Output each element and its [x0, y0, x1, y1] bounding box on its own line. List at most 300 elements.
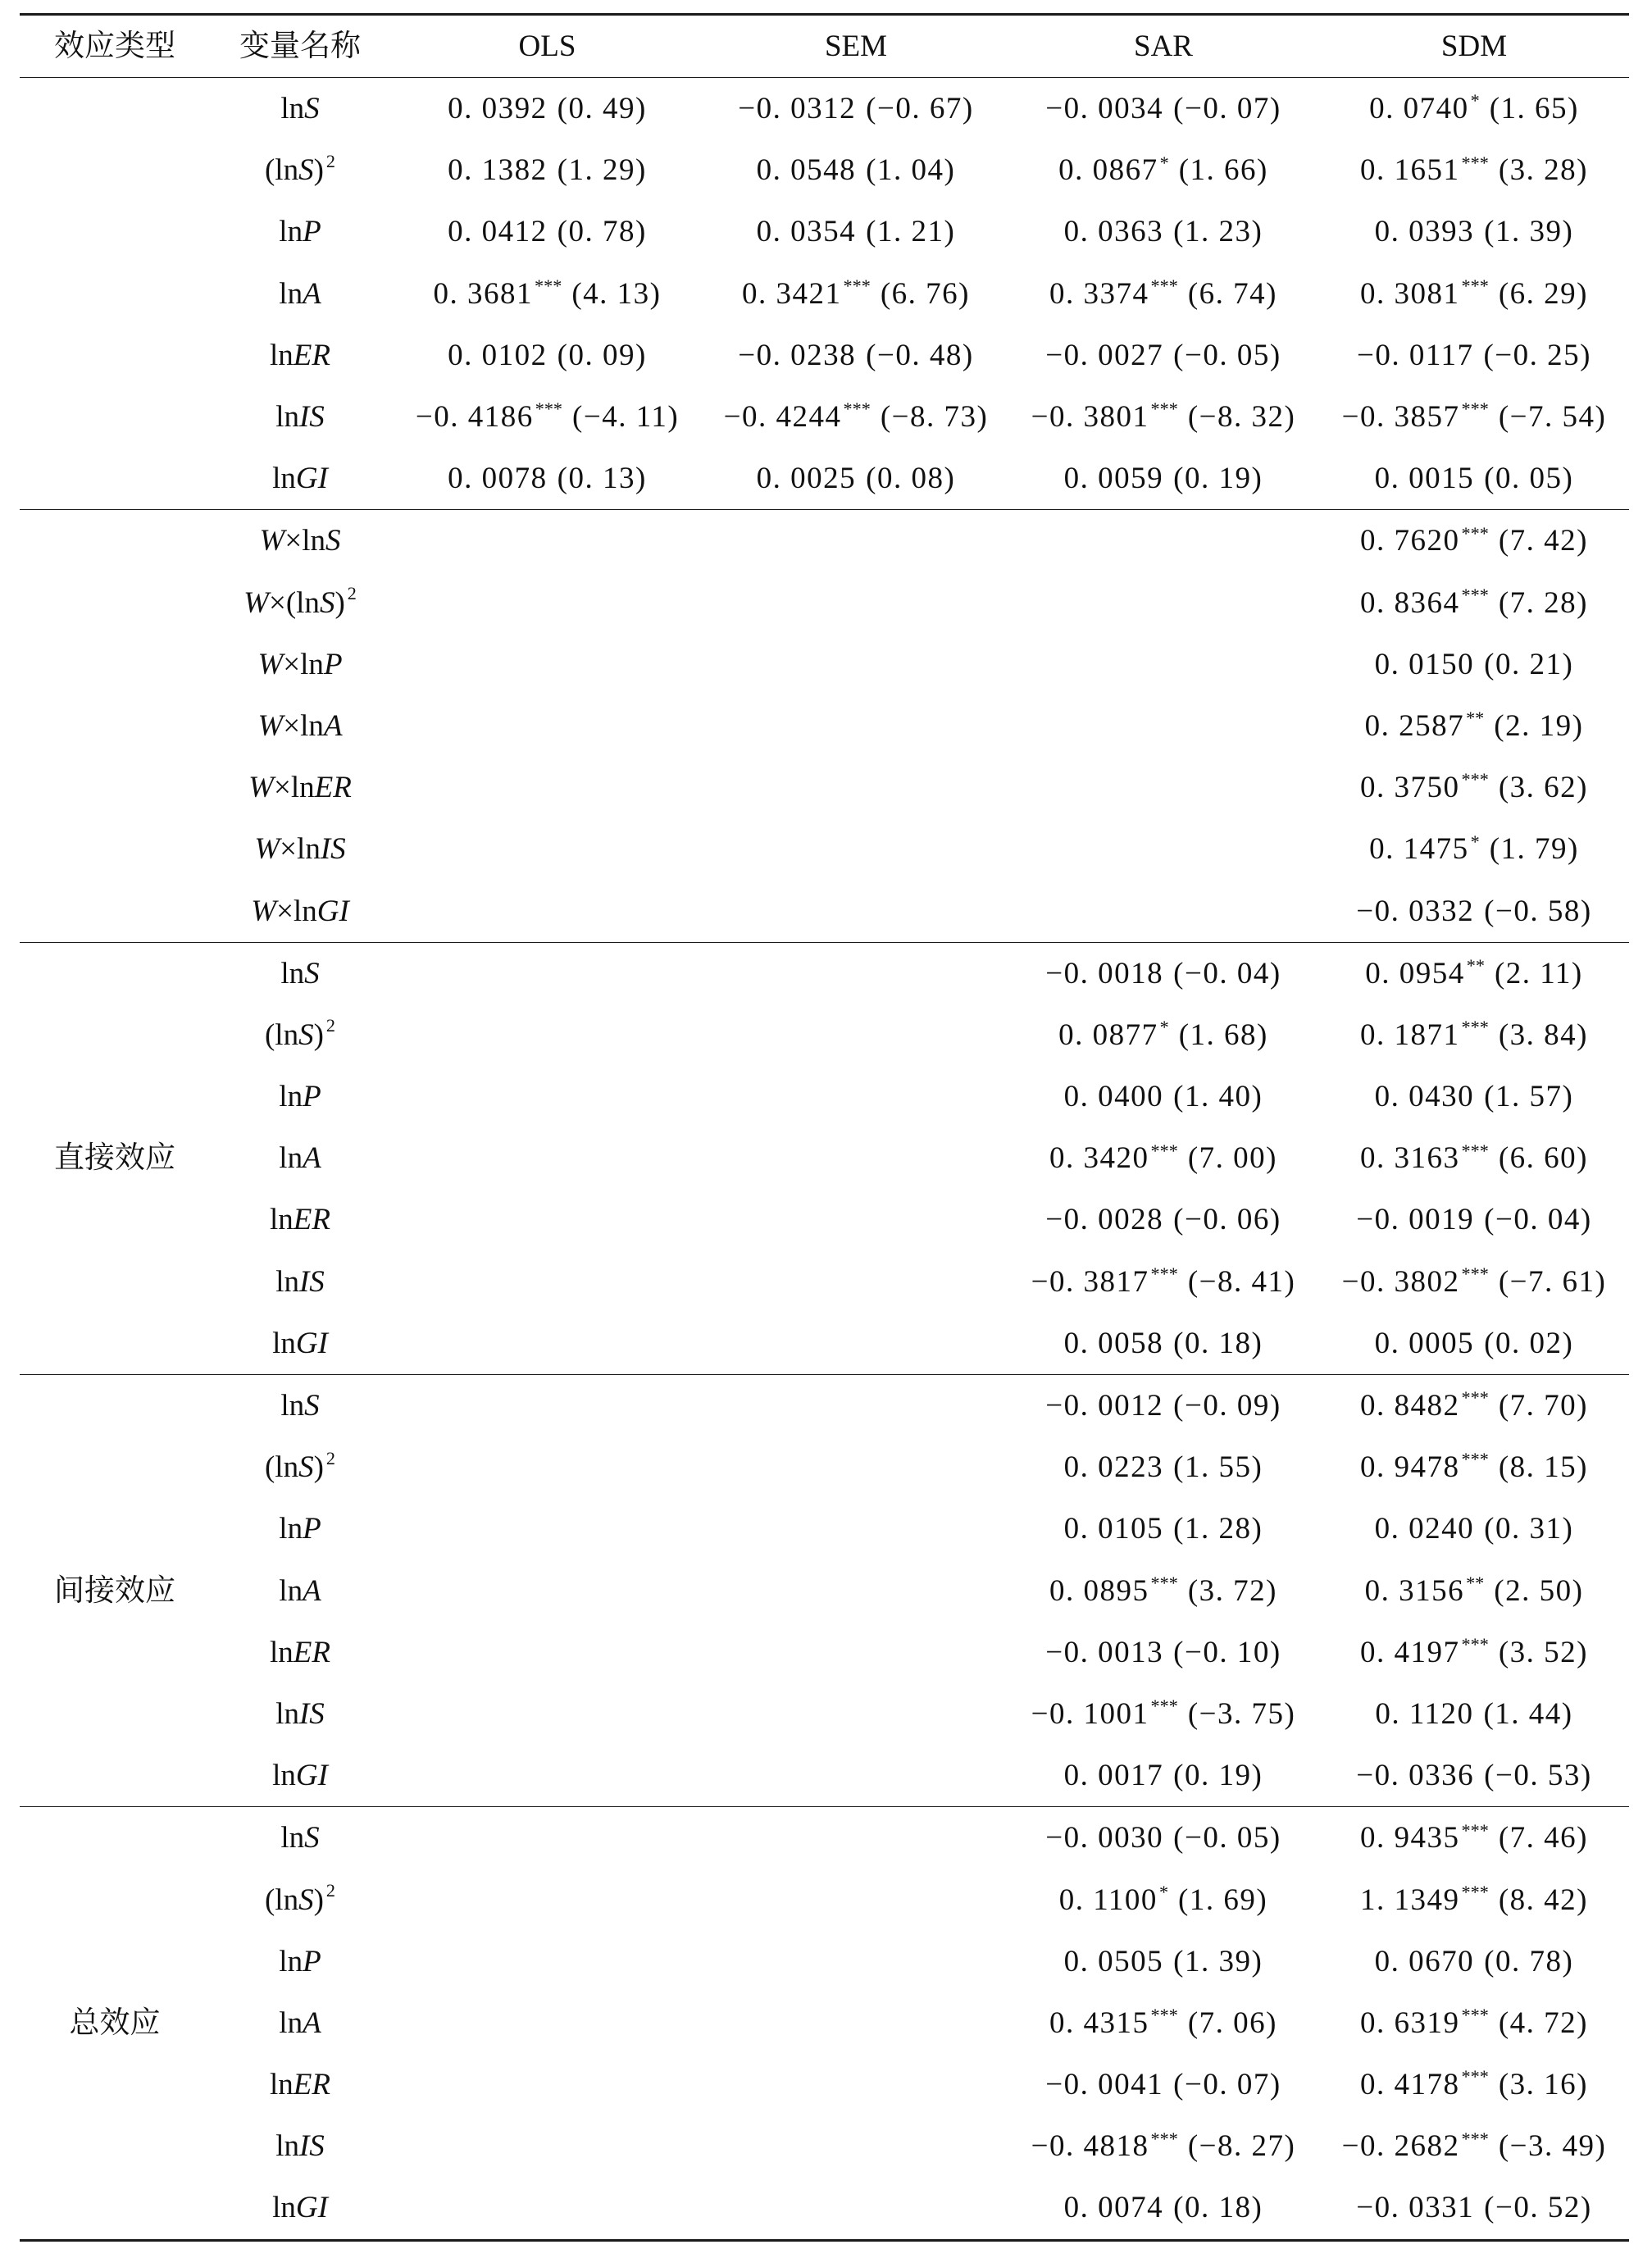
coef-cell-sar	[1008, 880, 1319, 942]
coef-cell-sdm	[1319, 1374, 1629, 1436]
t-statistic: (0. 05)	[1484, 462, 1574, 496]
coefficient-value: 0. 0015	[1374, 462, 1475, 496]
t-statistic: (1. 44)	[1483, 1696, 1573, 1731]
coef-cell-sar	[1008, 386, 1319, 448]
coefficient-value: 0. 0017	[1063, 1759, 1164, 1793]
coef-cell-sem	[704, 757, 1008, 818]
variable-name-cell	[210, 1498, 390, 1559]
significance-stars: ***	[1461, 2066, 1489, 2087]
coef-cell-sem	[704, 325, 1008, 386]
coef-cell-ols	[390, 1745, 704, 1807]
t-statistic: (−0. 05)	[1173, 338, 1281, 372]
variable-label-part: S	[319, 585, 335, 620]
t-statistic: (−0. 67)	[866, 92, 974, 126]
coefficient-value: 0. 3163	[1360, 1141, 1460, 1176]
coef-cell-sem	[704, 201, 1008, 262]
coef-cell-sdm	[1319, 1683, 1629, 1745]
coef-cell-sdm	[1319, 1931, 1629, 1992]
variable-label-part: ln	[280, 92, 305, 126]
variable-label-part: )	[313, 1018, 324, 1052]
t-statistic: (1. 04)	[866, 153, 956, 188]
coef-cell-ols	[390, 263, 704, 325]
significance-stars: **	[1466, 954, 1485, 976]
t-statistic: (−7. 61)	[1498, 1264, 1607, 1299]
variable-label-part: A	[303, 1573, 321, 1608]
t-statistic: (−8. 73)	[880, 400, 989, 435]
coef-cell-ols	[390, 1931, 704, 1992]
table-row	[20, 634, 1629, 695]
variable-name-cell	[210, 78, 390, 140]
coef-cell-sem	[704, 1498, 1008, 1559]
t-statistic: (1. 28)	[1173, 1512, 1263, 1546]
coef-cell-sdm	[1319, 757, 1629, 818]
table-row	[20, 1374, 1629, 1436]
coef-cell-ols	[390, 1127, 704, 1189]
coef-cell-sar	[1008, 1807, 1319, 1869]
variable-name-cell	[210, 1313, 390, 1375]
coef-cell-ols	[390, 634, 704, 695]
variable-name-cell	[210, 634, 390, 695]
variable-name-cell	[210, 1807, 390, 1869]
coef-cell-sdm	[1319, 572, 1629, 634]
coefficient-value: −0. 4186	[415, 400, 534, 435]
t-statistic: (0. 02)	[1484, 1326, 1574, 1360]
coef-cell-sar	[1008, 1127, 1319, 1189]
variable-label-part: S	[298, 153, 314, 188]
coef-cell-sdm	[1319, 448, 1629, 510]
variable-name-cell	[210, 572, 390, 634]
coef-cell-sem	[704, 1004, 1008, 1066]
table-row	[20, 1622, 1629, 1683]
t-statistic: (1. 57)	[1484, 1080, 1574, 1114]
variable-label-part: ln	[279, 1573, 303, 1608]
coefficient-value: −0. 3817	[1031, 1264, 1149, 1299]
coefficient-value: −0. 4244	[723, 400, 842, 435]
coef-cell-sar	[1008, 2177, 1319, 2238]
table-header	[20, 16, 1629, 78]
t-statistic: (1. 69)	[1178, 1883, 1268, 1917]
coef-cell-ols	[390, 818, 704, 880]
coefficient-value: −0. 0117	[1356, 338, 1474, 372]
variable-label-part: )	[313, 153, 324, 188]
coefficient-value: −0. 3802	[1341, 1264, 1460, 1299]
coef-cell-sar	[1008, 1251, 1319, 1313]
variable-name-cell	[210, 2054, 390, 2115]
coef-cell-sar	[1008, 1436, 1319, 1498]
coef-cell-sar	[1008, 1066, 1319, 1127]
coef-cell-sem	[704, 1374, 1008, 1436]
t-statistic: (0. 18)	[1173, 1326, 1263, 1360]
t-statistic: (0. 78)	[1484, 1944, 1574, 1978]
t-statistic: (0. 09)	[557, 338, 647, 372]
header-ols: OLS	[390, 16, 704, 78]
header-sar: SAR	[1008, 16, 1319, 78]
coefficient-value: −0. 0041	[1045, 2068, 1164, 2102]
variable-label-part: S	[304, 1389, 320, 1423]
coef-cell-sdm	[1319, 2054, 1629, 2115]
coef-cell-sdm	[1319, 818, 1629, 880]
coef-cell-sem	[704, 1251, 1008, 1313]
t-statistic: (−0. 09)	[1173, 1389, 1281, 1423]
table-row	[20, 2115, 1629, 2177]
coefficient-value: 0. 9478	[1360, 1450, 1460, 1485]
coef-cell-sar	[1008, 1622, 1319, 1683]
variable-label-part: GI	[295, 462, 328, 496]
coefficient-value: 0. 3681	[433, 276, 534, 311]
significance-stars: ***	[1150, 398, 1178, 420]
significance-stars: ***	[1461, 769, 1489, 790]
coef-cell-sem	[704, 510, 1008, 572]
coefficient-value: −0. 0030	[1045, 1821, 1164, 1855]
significance-stars: ***	[1150, 1140, 1178, 1161]
coefficient-value: 0. 4178	[1360, 2068, 1460, 2102]
variable-label-part: (ln	[264, 1883, 299, 1917]
t-statistic: (−0. 04)	[1173, 956, 1281, 990]
coefficient-value: 0. 9435	[1360, 1821, 1460, 1855]
coefficient-value: 0. 3156	[1364, 1573, 1465, 1608]
table-row	[20, 448, 1629, 510]
variable-label-part: S	[298, 1883, 314, 1917]
t-statistic: (3. 16)	[1498, 2068, 1588, 2102]
coef-cell-sdm	[1319, 201, 1629, 262]
variable-name-cell	[210, 1560, 390, 1622]
effect-type-cell: 间接效应	[20, 1374, 210, 1806]
coef-cell-ols	[390, 1251, 704, 1313]
coef-cell-sem	[704, 1622, 1008, 1683]
coef-cell-ols	[390, 1869, 704, 1930]
variable-label-part: (ln	[264, 153, 299, 188]
effect-type-cell: 直接效应	[20, 942, 210, 1374]
significance-stars: ***	[843, 275, 871, 296]
variable-label-part: ×ln	[276, 894, 317, 928]
t-statistic: (−0. 25)	[1483, 338, 1591, 372]
coefficient-value: 0. 8364	[1360, 585, 1460, 620]
coefficient-value: 0. 0005	[1374, 1326, 1475, 1360]
coef-cell-sem	[704, 1683, 1008, 1745]
coef-cell-ols	[390, 1683, 704, 1745]
variable-label-part: ln	[275, 2129, 299, 2164]
table-row	[20, 1189, 1629, 1250]
coef-cell-sem	[704, 942, 1008, 1004]
table-row	[20, 757, 1629, 818]
t-statistic: (0. 13)	[557, 462, 647, 496]
coef-cell-sar	[1008, 572, 1319, 634]
t-statistic: (7. 70)	[1498, 1389, 1588, 1423]
variable-label-part: ×ln	[283, 708, 324, 743]
coef-cell-sdm	[1319, 78, 1629, 140]
coefficient-value: 0. 0102	[448, 338, 548, 372]
coef-cell-ols	[390, 1436, 704, 1498]
coef-cell-sdm	[1319, 1251, 1629, 1313]
variable-label-part: W	[257, 708, 284, 743]
variable-name-cell	[210, 942, 390, 1004]
variable-label-part: S	[304, 956, 320, 990]
variable-label-part: S	[325, 524, 341, 558]
coefficient-value: 0. 0548	[756, 153, 857, 188]
coefficient-value: 0. 3374	[1049, 276, 1149, 311]
variable-label-part: ln	[272, 462, 296, 496]
coefficient-value: 0. 0392	[448, 92, 548, 126]
effect-type-cell: 总效应	[20, 1807, 210, 2239]
t-statistic: (6. 60)	[1498, 1141, 1588, 1176]
t-statistic: (−0. 05)	[1173, 1821, 1281, 1855]
coef-cell-sar	[1008, 1683, 1319, 1745]
variable-name-cell	[210, 263, 390, 325]
variable-label-part: ln	[279, 1141, 303, 1176]
variable-label-part: ln	[270, 338, 294, 372]
t-statistic: (−3. 49)	[1498, 2129, 1607, 2164]
coef-cell-sar	[1008, 325, 1319, 386]
coef-cell-sdm	[1319, 880, 1629, 942]
variable-label-part: )	[313, 1450, 324, 1485]
coefficient-value: 0. 1651	[1360, 153, 1460, 188]
coefficient-value: 0. 1871	[1360, 1018, 1460, 1052]
variable-name-cell	[210, 510, 390, 572]
coef-cell-sem	[704, 1189, 1008, 1250]
t-statistic: (−0. 52)	[1484, 2191, 1592, 2225]
t-statistic: (1. 66)	[1178, 153, 1268, 188]
coefficient-value: 0. 3750	[1360, 771, 1460, 805]
coef-cell-ols	[390, 1498, 704, 1559]
coefficient-value: 0. 0223	[1063, 1450, 1164, 1485]
t-statistic: (1. 39)	[1173, 1944, 1263, 1978]
variable-label-part: (ln	[264, 1018, 299, 1052]
significance-stars: ***	[1150, 2128, 1178, 2149]
table-row	[20, 1931, 1629, 1992]
variable-name-cell	[210, 448, 390, 510]
variable-label-part: ER	[314, 771, 352, 805]
variable-name-cell	[210, 1066, 390, 1127]
variable-label-part: ER	[293, 338, 330, 372]
variable-label-part: P	[323, 647, 343, 681]
variable-label-part: A	[303, 2005, 321, 2040]
coef-cell-sem	[704, 1745, 1008, 1807]
variable-label-part: W	[254, 832, 280, 867]
coefficient-value: −0. 0019	[1356, 1203, 1475, 1237]
significance-stars: *	[1159, 1017, 1169, 1038]
coefficient-value: −0. 0336	[1356, 1759, 1475, 1793]
t-statistic: (−0. 53)	[1484, 1759, 1592, 1793]
coef-cell-sdm	[1319, 1745, 1629, 1807]
coef-cell-ols	[390, 325, 704, 386]
coefficient-value: 0. 4197	[1360, 1635, 1460, 1669]
variable-name-cell	[210, 1622, 390, 1683]
t-statistic: (1. 79)	[1489, 832, 1579, 867]
coef-cell-sar	[1008, 1931, 1319, 1992]
variable-name-cell	[210, 695, 390, 757]
t-statistic: (1. 40)	[1173, 1080, 1263, 1114]
coef-cell-sar	[1008, 1004, 1319, 1066]
t-statistic: (−0. 07)	[1173, 2068, 1281, 2102]
coef-cell-ols	[390, 572, 704, 634]
t-statistic: (1. 68)	[1178, 1018, 1268, 1052]
coef-cell-sdm	[1319, 1498, 1629, 1559]
t-statistic: (1. 39)	[1484, 215, 1574, 249]
variable-label-part: IS	[298, 400, 325, 435]
coefficient-value: 0. 0954	[1365, 956, 1465, 990]
header-effect-type: 效应类型	[20, 16, 210, 78]
coefficient-value: 0. 0150	[1374, 647, 1475, 681]
significance-stars: ***	[1461, 1387, 1489, 1409]
coef-cell-sem	[704, 1313, 1008, 1375]
variable-label-part: W	[251, 894, 277, 928]
variable-label-part: P	[303, 1080, 321, 1114]
variable-name-cell	[210, 1436, 390, 1498]
coefficient-value: 0. 0867	[1058, 153, 1158, 188]
table-body	[20, 78, 1629, 2239]
table-row	[20, 2054, 1629, 2115]
coef-cell-ols	[390, 386, 704, 448]
significance-stars: ***	[535, 398, 562, 420]
coef-cell-sar	[1008, 201, 1319, 262]
coef-cell-sar	[1008, 1560, 1319, 1622]
t-statistic: (−0. 48)	[866, 338, 974, 372]
header-sdm: SDM	[1319, 16, 1629, 78]
significance-stars: ***	[1461, 1263, 1489, 1284]
table-row	[20, 510, 1629, 572]
variable-label-part: ln	[279, 276, 303, 311]
coef-cell-sdm	[1319, 634, 1629, 695]
coef-cell-sem	[704, 2177, 1008, 2238]
t-statistic: (3. 84)	[1498, 1018, 1588, 1052]
coefficient-value: 0. 0740	[1369, 92, 1469, 126]
effect-type-cell	[20, 78, 210, 510]
significance-stars: *	[1470, 831, 1480, 852]
coef-cell-sar	[1008, 1869, 1319, 1930]
coefficient-value: −0. 1001	[1031, 1696, 1149, 1731]
table-row	[20, 1683, 1629, 1745]
variable-label-part: IS	[298, 1264, 325, 1299]
t-statistic: (6. 29)	[1498, 276, 1588, 311]
variable-label-part: S	[298, 1450, 314, 1485]
t-statistic: (0. 49)	[557, 92, 647, 126]
coefficient-value: 0. 8482	[1360, 1389, 1460, 1423]
variable-name-cell	[210, 757, 390, 818]
significance-stars: ***	[535, 275, 562, 296]
table-row	[20, 1992, 1629, 2054]
coefficient-value: 0. 3421	[742, 276, 842, 311]
t-statistic: (3. 62)	[1498, 771, 1588, 805]
coef-cell-ols	[390, 695, 704, 757]
coefficient-value: −0. 0332	[1356, 894, 1475, 928]
coefficient-value: 0. 0430	[1374, 1080, 1475, 1114]
variable-label-part: )	[334, 585, 345, 620]
variable-name-cell	[210, 1127, 390, 1189]
coefficient-value: 0. 0105	[1063, 1512, 1164, 1546]
coefficient-value: −0. 0331	[1356, 2191, 1475, 2225]
variable-label-part: A	[303, 1141, 321, 1176]
table-row	[20, 1498, 1629, 1559]
significance-stars: ***	[1150, 275, 1178, 296]
table-row	[20, 880, 1629, 942]
significance-stars: ***	[1150, 2005, 1178, 2026]
table-row	[20, 78, 1629, 140]
coef-cell-sar	[1008, 634, 1319, 695]
coefficient-value: 0. 1120	[1375, 1696, 1474, 1731]
coef-cell-ols	[390, 757, 704, 818]
table-row	[20, 263, 1629, 325]
coef-cell-sem	[704, 1560, 1008, 1622]
coefficient-value: −0. 0238	[738, 338, 857, 372]
coef-cell-ols	[390, 1066, 704, 1127]
t-statistic: (1. 23)	[1173, 215, 1263, 249]
variable-label-part: IS	[320, 832, 346, 867]
coef-cell-sem	[704, 448, 1008, 510]
coef-cell-sem	[704, 1931, 1008, 1992]
coef-cell-ols	[390, 880, 704, 942]
variable-label-part: ln	[279, 1512, 303, 1546]
significance-stars: ***	[1461, 1449, 1489, 1470]
coef-cell-ols	[390, 510, 704, 572]
variable-label-part: IS	[298, 2129, 325, 2164]
coef-cell-sem	[704, 572, 1008, 634]
coef-cell-ols	[390, 448, 704, 510]
coef-cell-sem	[704, 818, 1008, 880]
significance-stars: ***	[1150, 1263, 1178, 1284]
coefficient-value: −0. 2682	[1341, 2129, 1460, 2164]
t-statistic: (2. 19)	[1494, 708, 1584, 743]
variable-label-part: ER	[293, 2068, 330, 2102]
variable-label-part: ln	[280, 1821, 305, 1855]
significance-stars: ***	[843, 398, 871, 420]
significance-stars: *	[1158, 1881, 1169, 1902]
coefficient-value: 0. 0078	[448, 462, 548, 496]
table-row	[20, 325, 1629, 386]
regression-table-frame	[20, 13, 1629, 2242]
coef-cell-ols	[390, 1313, 704, 1375]
header-variable-name: 变量名称	[210, 16, 390, 78]
variable-label-part: S	[298, 1018, 314, 1052]
variable-name-cell	[210, 1189, 390, 1250]
coefficient-value: 0. 0240	[1374, 1512, 1475, 1546]
t-statistic: (0. 08)	[866, 462, 956, 496]
table-row	[20, 1004, 1629, 1066]
t-statistic: (1. 21)	[866, 215, 956, 249]
t-statistic: (−0. 04)	[1484, 1203, 1592, 1237]
coef-cell-ols	[390, 201, 704, 262]
coefficient-value: 0. 2587	[1364, 708, 1465, 743]
coef-cell-sem	[704, 1066, 1008, 1127]
coef-cell-sar	[1008, 263, 1319, 325]
t-statistic: (0. 19)	[1173, 462, 1263, 496]
variable-label-part: ln	[272, 1759, 296, 1793]
coef-cell-sdm	[1319, 695, 1629, 757]
variable-label-part: (ln	[264, 1450, 299, 1485]
variable-label-part: A	[303, 276, 321, 311]
t-statistic: (0. 19)	[1173, 1759, 1263, 1793]
variable-label-part: ln	[270, 1635, 294, 1669]
coef-cell-sem	[704, 1436, 1008, 1498]
coef-cell-sdm	[1319, 1992, 1629, 2054]
t-statistic: (2. 50)	[1494, 1573, 1584, 1608]
coef-cell-ols	[390, 2115, 704, 2177]
coef-cell-sar	[1008, 757, 1319, 818]
coef-cell-sdm	[1319, 1807, 1629, 1869]
coefficient-value: −0. 0018	[1045, 956, 1164, 990]
significance-stars: ***	[1150, 1572, 1178, 1593]
coefficient-value: 0. 0505	[1063, 1944, 1164, 1978]
regression-results-table	[20, 16, 1629, 2239]
coef-cell-sar	[1008, 942, 1319, 1004]
table-row	[20, 2177, 1629, 2238]
coefficient-value: 0. 1475	[1369, 832, 1469, 867]
variable-label-part: )	[313, 1883, 324, 1917]
coef-cell-sdm	[1319, 1436, 1629, 1498]
table-row	[20, 386, 1629, 448]
table-row	[20, 572, 1629, 634]
coefficient-value: 0. 0393	[1374, 215, 1475, 249]
coefficient-value: 0. 1382	[448, 153, 548, 188]
